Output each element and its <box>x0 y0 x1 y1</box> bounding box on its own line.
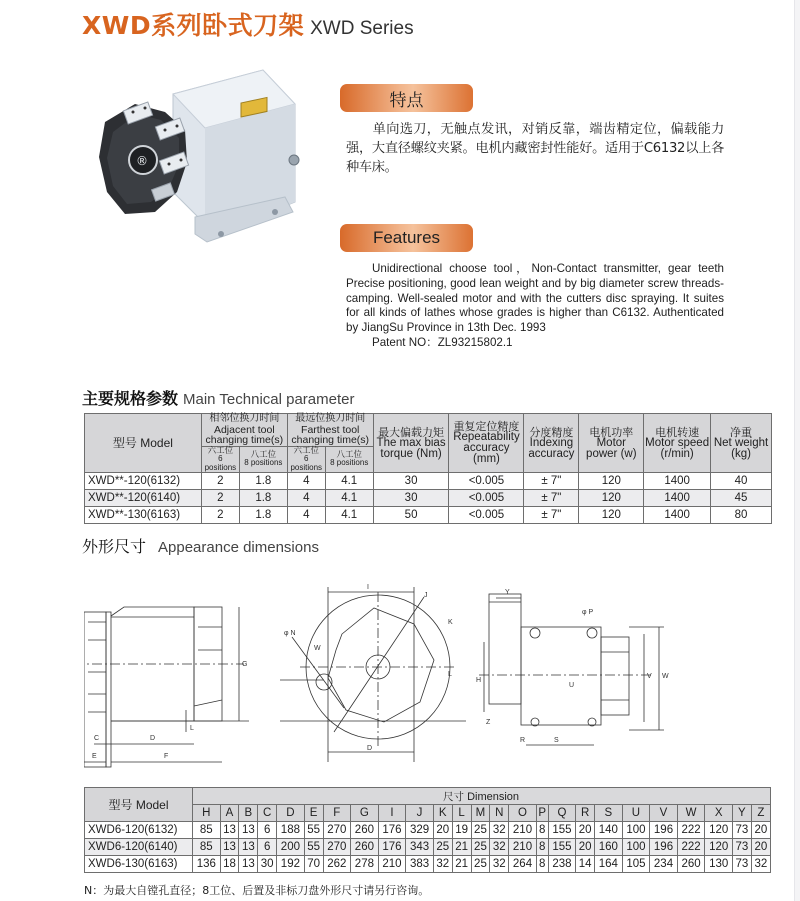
col-model: 型号 Model <box>85 414 202 473</box>
table-row: XWD6-130(6163) 136 18 13 30 192 70 262 278 210 383 32 21 25 32 264 8 238 14 164 105 234 260 130 73 32 <box>85 856 771 873</box>
tech-param-table <box>84 413 772 524</box>
col-far-8pos: 八工位 8 positions <box>325 446 373 473</box>
svg-text:D: D <box>150 735 156 742</box>
svg-text:D: D <box>367 745 373 752</box>
col-repeatability: 重复定位精度 Repeatability accuracy (mm) <box>449 414 524 473</box>
svg-text:G: G <box>242 661 248 668</box>
features-en-body: Unidirectional choose tool，Non-Contact transmitter, gear teeth Precise positioning, good lean weight and by big diameter screw threads-camping. Well-sealed motor and with the cutters disc spraying. It suites for all kinds of lathes whose grades is higher than C6132. Authenticated by JiangSu Province in 13th Dec. 1993 <box>346 262 724 335</box>
table-row: XWD**-120(6140) 2 1.8 4 4.1 30 <0.005 ± 7" 120 1400 45 <box>85 490 772 507</box>
tech-heading-zh: 主要规格参数 <box>82 389 179 408</box>
svg-text:φ P: φ P <box>582 609 594 616</box>
col-adj-8pos: 八工位 8 positions <box>239 446 287 473</box>
col-model: 型号 Model <box>85 788 193 822</box>
col-motor-speed: 电机转速 Motor speed (r/min) <box>644 414 711 473</box>
svg-text:®: ® <box>136 154 148 168</box>
dimension-drawing <box>84 572 774 777</box>
svg-text:L: L <box>190 725 194 732</box>
appearance-heading-zh: 外形尺寸 <box>82 537 147 556</box>
col-dimension-group: 尺寸 Dimension <box>193 788 771 805</box>
col-indexing: 分度精度 Indexing accuracy <box>524 414 579 473</box>
col-farthest: 最远位换刀时间 Farthest tool changing time(s) <box>287 414 373 447</box>
dimension-columns: H A B C D E F G I J K L M N O P Q R S U V W X Y Z <box>85 805 771 822</box>
svg-text:V: V <box>647 673 652 680</box>
features-en-text <box>346 262 724 351</box>
turret-illustration-icon <box>95 52 305 247</box>
title-english: XWD Series <box>310 18 414 39</box>
col-net-weight: 净重 Net weight (kg) <box>711 414 772 473</box>
table-row: XWD**-130(6163) 2 1.8 4 4.1 50 <0.005 ± 7" 120 1400 80 <box>85 507 772 524</box>
svg-text:W: W <box>314 645 321 652</box>
svg-text:U: U <box>569 682 575 689</box>
svg-text:φ N: φ N <box>284 630 296 637</box>
svg-text:J: J <box>424 592 428 599</box>
tech-section-heading <box>82 386 355 409</box>
page-edge <box>794 0 800 901</box>
features-en-badge <box>340 224 473 252</box>
svg-text:E: E <box>92 753 97 760</box>
dimension-table <box>84 787 771 873</box>
footnote: N：为最大自镗孔直径；8工位、后置及非标刀盘外形尺寸请另行咨询。 <box>84 884 430 897</box>
features-zh-body: 单向选刀，无触点发讯，对销反靠，端齿精定位，偏载能力强，大直径螺纹夹紧。电机内藏密封性能好。适用于C6132以上各种车床。 <box>346 122 724 175</box>
col-adj-6pos: 六工位 6 positions <box>201 446 239 473</box>
svg-text:C: C <box>94 735 100 742</box>
col-adjacent: 相邻位换刀时间 Adjacent tool changing time(s) <box>201 414 287 447</box>
appearance-section-heading <box>82 534 319 557</box>
svg-text:K: K <box>448 619 453 626</box>
features-zh-label: 特点 <box>389 90 424 111</box>
features-zh-badge <box>340 84 473 112</box>
table-row: XWD**-120(6132) 2 1.8 4 4.1 30 <0.005 ± 7" 120 1400 40 <box>85 473 772 490</box>
col-far-6pos: 六工位 6 positions <box>287 446 325 473</box>
svg-text:L: L <box>448 671 452 678</box>
page-title <box>82 6 414 40</box>
svg-text:S: S <box>554 737 559 744</box>
svg-text:I: I <box>367 584 369 591</box>
svg-text:Y: Y <box>505 589 510 596</box>
features-zh-text <box>346 120 724 177</box>
appearance-heading-en: Appearance dimensions <box>158 539 319 556</box>
tech-heading-en: Main Technical parameter <box>183 391 355 408</box>
col-torque: 最大偏载力矩 The max bias torque (Nm) <box>373 414 449 473</box>
svg-text:R: R <box>520 737 526 744</box>
title-chinese: XWD系列卧式刀架 <box>82 11 305 40</box>
features-en-label: Features <box>372 228 441 247</box>
table-row: XWD6-120(6140) 85 13 13 6 200 55 270 260 176 343 25 21 25 32 210 8 155 20 160 100 196 222 120 73 20 <box>85 839 771 856</box>
table-row: XWD6-120(6132) 85 13 13 6 188 55 270 260 176 329 20 19 25 32 210 8 155 20 140 100 196 222 120 73 20 <box>85 822 771 839</box>
svg-text:H: H <box>476 677 482 684</box>
svg-text:W: W <box>662 673 669 680</box>
svg-text:F: F <box>164 753 169 760</box>
patent-number: Patent NO：ZL93215802.1 <box>372 335 513 349</box>
product-image <box>95 52 305 247</box>
technical-drawing-icon <box>84 572 774 777</box>
svg-text:Z: Z <box>486 719 491 726</box>
col-motor-power: 电机功率 Motor power (w) <box>579 414 644 473</box>
